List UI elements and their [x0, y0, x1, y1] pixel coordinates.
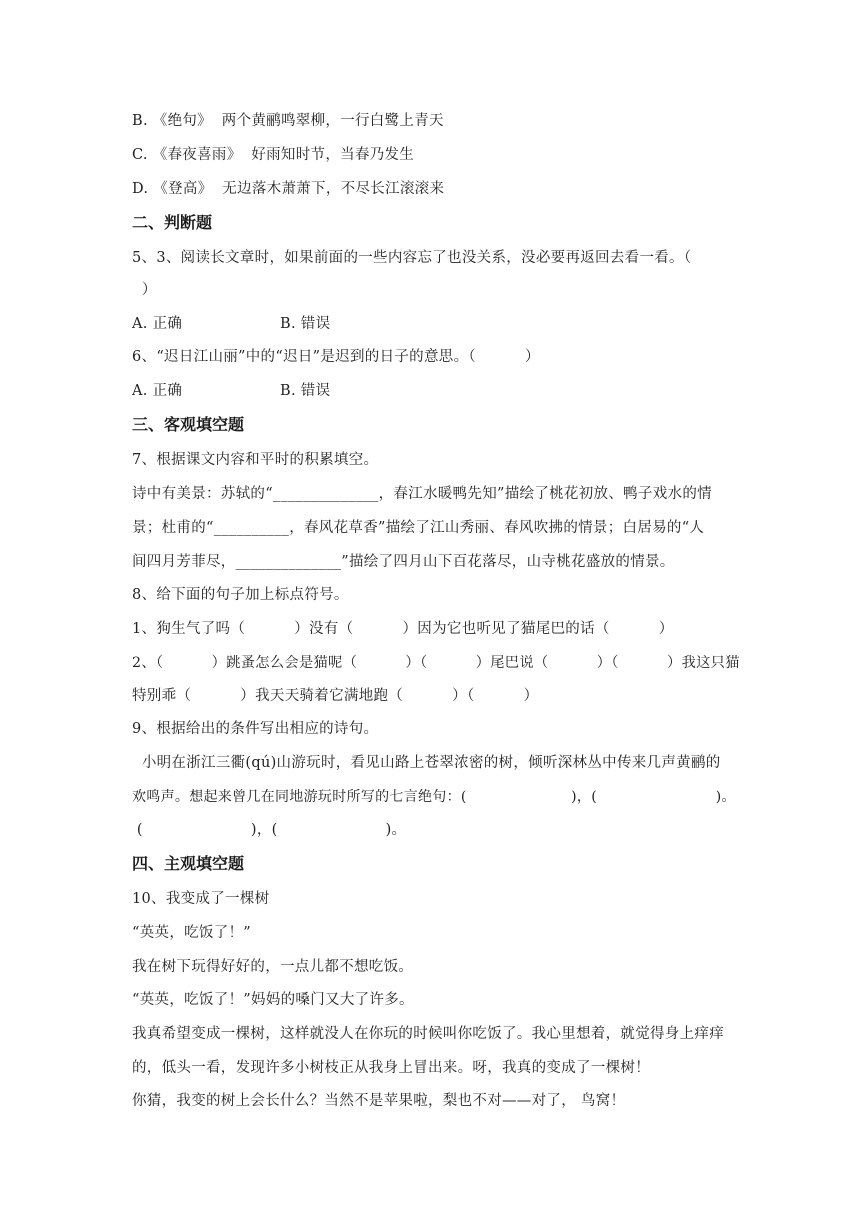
- q9-line3: ( )，( )。: [132, 822, 407, 838]
- passage-para-2: 我在树下玩得好好的，一点儿都不想吃饭。: [132, 959, 414, 975]
- q4-option-b: B. 《绝句》 两个黄鹂鸣翠柳，一行白鹭上青天: [132, 113, 444, 129]
- section-2-heading: 二、判断题: [132, 213, 213, 232]
- q8-line2: 2、（ ）跳蚤怎么会是猫呢（ ）（ ）尾巴说（ ）（ ）我这只猫: [132, 655, 740, 671]
- q10-title: 10、我变成了一棵树: [132, 891, 270, 907]
- q6-option-a: A. 正确: [132, 383, 183, 399]
- section-3-heading: 三、客观填空题: [132, 415, 245, 434]
- q8-prompt: 8、给下面的句子加上标点符号。: [132, 587, 349, 603]
- q9-line1: 小明在浙江三衢(qú)山游玩时，看见山路上苍翠浓密的树，倾听深林丛中传来几声黄鹂的: [132, 755, 721, 771]
- passage-para-1: “英英，吃饭了！”: [132, 925, 252, 941]
- q7-line3: 间四月芳菲尽，______________”描绘了四月山下百花落尽，山寺桃花盛放的情景。: [132, 554, 675, 570]
- passage-para-5: 你猜，我变的树上会长什么？当然不是苹果啦，梨也不对——对了， 鸟窝！: [132, 1093, 626, 1109]
- passage-para-3: “英英，吃饭了！”妈妈的嗓门又大了许多。: [132, 992, 414, 1008]
- q6-text: 6、“迟日江山丽”中的“迟日”是迟到的日子的意思。（ ）: [132, 349, 540, 365]
- q5-text-line1: 5、3、阅读长文章时，如果前面的一些内容忘了也没关系，没必要再返回去看一看。（: [132, 250, 692, 266]
- passage-para-4-line1: 我真希望变成一棵树，这样就没人在你玩的时候叫你吃饭了。我心里想着，就觉得身上痒痒: [132, 1026, 724, 1042]
- q5-text-line2: ）: [132, 282, 157, 298]
- q6-option-b: B. 错误: [280, 383, 331, 399]
- q4-option-d: D. 《登高》 无边落木萧萧下，不尽长江滚滚来: [132, 181, 445, 197]
- q8-line3: 特别乖（ ）我天天骑着它满地跑（ ）（ ）: [132, 688, 539, 704]
- q7-prompt: 7、根据课文内容和平时的积累填空。: [132, 452, 379, 468]
- section-4-heading: 四、主观填空题: [132, 854, 245, 873]
- q5-option-b: B. 错误: [280, 316, 331, 332]
- q8-line1: 1、狗生气了吗（ ）没有（ ）因为它也听见了猫尾巴的话（ ）: [132, 621, 674, 637]
- q9-prompt: 9、根据给出的条件写出相应的诗句。: [132, 721, 379, 737]
- q9-line2: 欢鸣声。想起来曾几在同地游玩时所写的七言绝句：( )，( )。: [132, 789, 736, 805]
- q7-line2: 景；杜甫的“__________，春风花草香”描绘了江山秀丽、春风吹拂的情景；白居易的“人: [132, 520, 705, 536]
- q5-option-a: A. 正确: [132, 316, 183, 332]
- q7-line1: 诗中有美景：苏轼的“______________，春江水暖鸭先知”描绘了桃花初放、鸭子戏水的情: [132, 486, 712, 502]
- q4-option-c: C. 《春夜喜雨》 好雨知时节，当春乃发生: [132, 147, 415, 163]
- passage-para-4-line2: 的，低头一看，发现许多小树枝正从我身上冒出来。呀，我真的变成了一棵树！: [132, 1060, 650, 1076]
